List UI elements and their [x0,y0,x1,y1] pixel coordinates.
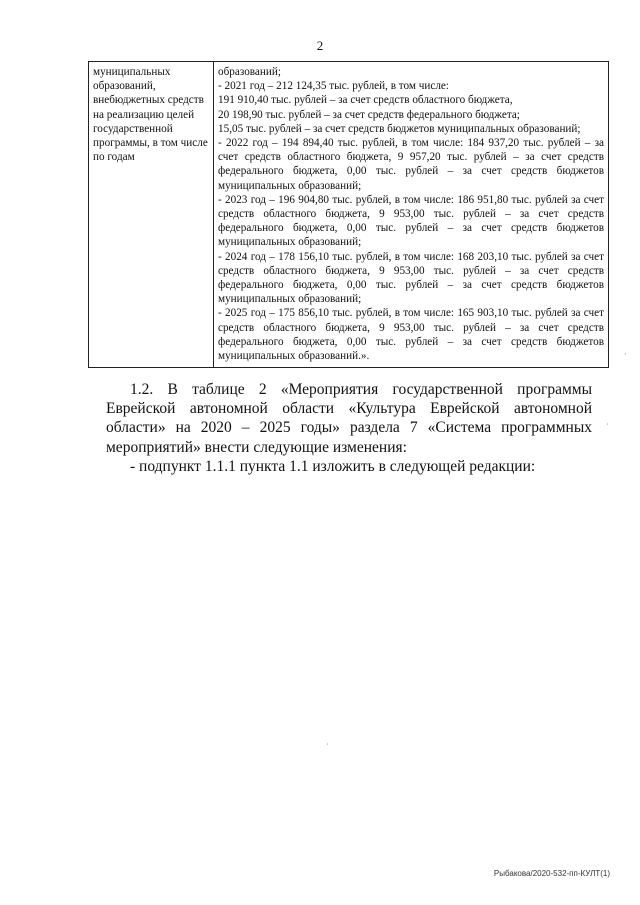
scan-speck: · [326,740,329,749]
funding-line: - 2024 год – 178 156,10 тыс. рублей, в том числе: 168 203,10 тыс. рублей за счет средств областного бюджета, 9 953,00 тыс. рублей – за счет средств федерального бюджета, 0,00 тыс. рублей – за счет средств бюджетов муниципальных образований; [218,250,604,306]
table-cell-label: муниципальных образований, внебюджетных средств на реализацию целей государственной программы, в том числе по годам [89,62,214,368]
table-cell-funding [214,62,609,368]
funding-line: - 2023 год – 196 904,80 тыс. рублей, в том числе: 186 951,80 тыс. рублей за счет средств областного бюджета, 9 953,00 тыс. рублей – за счет средств федерального бюджета, 0,00 тыс. рублей – за счет средств бюджетов муниципальных образований; [218,193,604,249]
funding-line: - 2022 год – 194 894,40 тыс. рублей, в том числе: 184 937,20 тыс. рублей – за счет средств областного бюджета, 9 957,20 тыс. рублей – за счет средств федерального бюджета, 0,00 тыс. рублей – за счет средств бюджетов муниципальных образований; [218,137,604,192]
funding-line: образований; [218,66,281,78]
table-row [89,62,609,368]
scan-speck: · [624,350,627,359]
program-funding-table [88,61,609,368]
scan-speck: · [606,420,609,429]
paragraph-subitem: - подпункт 1.1.1 пункта 1.1 изложить в следующей редакции: [130,458,536,475]
funding-line: 15,05 тыс. рублей – за счет средств бюджетов муниципальных образований; [218,122,581,135]
funding-line: 191 910,40 тыс. рублей – за счет средств областного бюджета, [218,94,513,107]
document-reference: Рыбакова/2020-532-пп-КУЛТ(1) [493,869,610,878]
funding-line: - 2025 год – 175 856,10 тыс. рублей, в том числе: 165 903,10 тыс. рублей за счет средств областного бюджета, 9 953,00 тыс. рублей – за счет средств федерального бюджета, 0,00 тыс. рублей – за счет средств бюджетов муниципальных образований.». [218,307,604,363]
funding-line: - 2021 год – 212 124,35 тыс. рублей, в том числе: [218,80,450,93]
page-number: 2 [316,38,324,53]
funding-line: 20 198,90 тыс. рублей – за счет средств федерального бюджета; [218,108,520,121]
paragraph-amendment: 1.2. В таблице 2 «Мероприятия государственной программы Еврейской автономной области «Культура Еврейской автономной области» на 2020 – 2025 годы» раздела 7 «Система программных мероприятий» внести следующие изменения: [106,381,592,456]
